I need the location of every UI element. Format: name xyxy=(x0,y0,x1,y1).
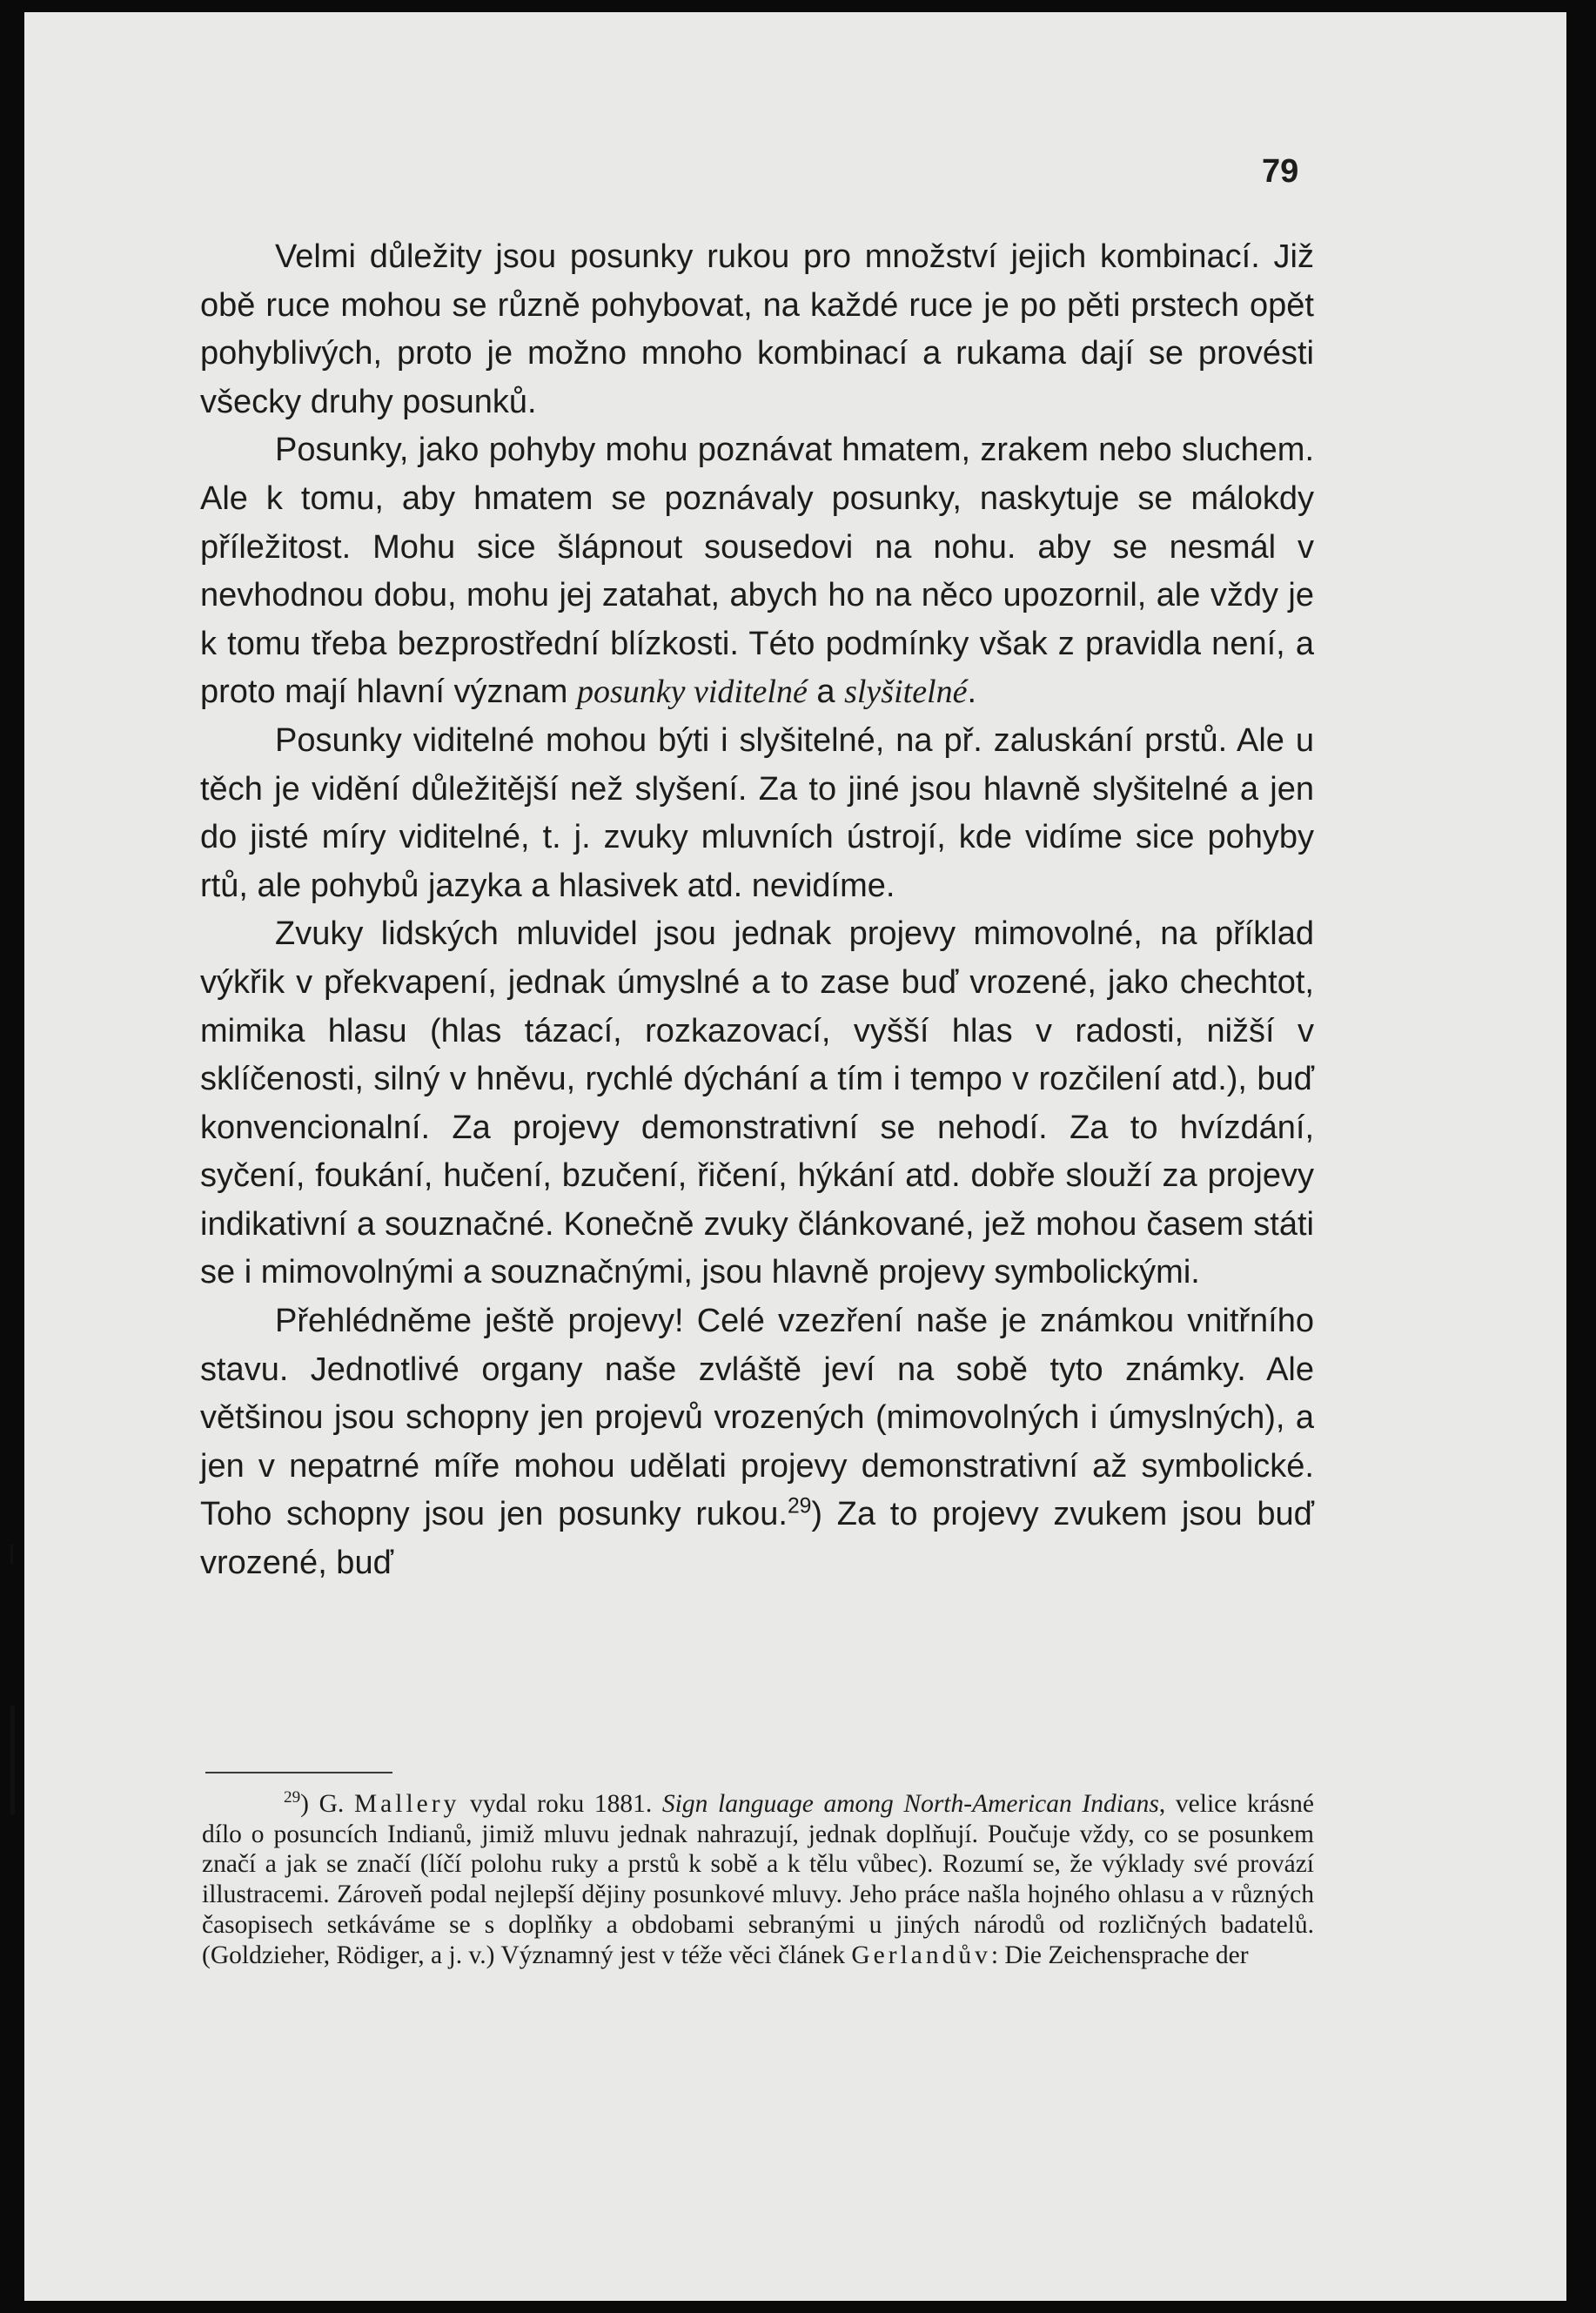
emphasis-slysitelne: slyšitelné xyxy=(844,674,968,711)
footnote-author-mallery: Mallery xyxy=(353,1790,460,1818)
body-text xyxy=(200,233,1314,1588)
footnote-book-title: Sign language among North-American Indians xyxy=(661,1790,1159,1818)
paragraph-3: Posunky viditelné mohou býti i slyšitelné, na př. zaluskání prstů. Ale u těch je vidění důležitější než slyšení. Za to jiné jsou hlavně slyšitelné a jen do jisté míry viditelné, t. j. zvuky mluvních ústrojí, kde vidíme sice pohyby rtů, ale pohybů jazyka a hlasivek atd. nevidíme. xyxy=(200,721,1314,904)
footnote-29 xyxy=(202,1789,1314,1970)
footnote-author-gerland: Gerlandův xyxy=(851,1941,991,1969)
footnote-marker-paren: ) xyxy=(300,1790,309,1818)
emphasis-posunky-viditelne: posunky viditelné xyxy=(576,674,808,711)
page-number: 79 xyxy=(1262,153,1299,190)
paragraph-2-conjunction: a xyxy=(807,674,845,711)
paragraph-5 xyxy=(200,1297,1314,1588)
binding-mark-small xyxy=(10,1545,13,1564)
footnote-text-b: , velice krásné dílo o posuncích Indianů, jimiž mluvu jednak nahrazují, jednak doplňují. Poučuje vždy, co se posunkem značí a jak se značí (líčí polohu ruky a prstů k sobě a k tělu vůbec). Rozumí se, že výklady své provází illustracemi. Zároveň podal nejlepší dějiny posunkové mluvy. Jeho práce našla hojného ohlasu a v různých časopisech setkáváme se s doplňky a obdobami sebranými u jiných národů od rozličných badatelů. (Goldzieher, Rödiger, a j. v.) Významný jest v téže věci článek xyxy=(202,1790,1314,1969)
footnote-text-c: : Die Zeichensprache der xyxy=(990,1941,1249,1969)
footnote-marker: 29 xyxy=(284,1788,301,1807)
paragraph-5-text-after: ) Za to projevy zvukem jsou buď vrozené, buď xyxy=(200,1496,1315,1582)
binding-mark-left xyxy=(10,1706,15,1814)
footnote-reference-29[interactable]: 29 xyxy=(787,1494,812,1519)
paragraph-2 xyxy=(200,426,1314,717)
footnote-text-a: vydal roku 1881. xyxy=(459,1790,662,1818)
paragraph-5-text-before: Přehlédněme ještě projevy! Celé vzezření naše je známkou vnitřního stavu. Jednotlivé organy naše zvláště jeví na sobě tyto známky. Ale většinou jsou schopny jen projevů vrozených (mimovolných i úmyslných), a jen v nepatrné míře mohou udělati projevy demonstrativní až symbolické. Toho schopny jsou jen posunky rukou. xyxy=(200,1303,1314,1533)
paragraph-1: Velmi důležity jsou posunky rukou pro množství jejich kombinací. Již obě ruce mohou se různě pohybovat, na každé ruce je po pěti prstech opět pohyblivých, proto je možno mnoho kombinací a rukama dají se provésti všecky druhy posunků. xyxy=(200,238,1314,420)
footnote-divider xyxy=(205,1772,392,1773)
paragraph-2-text-before: Posunky, jako pohyby mohu poznávat hmatem, zrakem nebo sluchem. Ale k tomu, aby hmatem se poznávaly posunky, naskytuje se málokdy příležitost. Mohu sice šlápnout sousedovi na nohu. aby se nesmál v nevhodnou dobu, mohu jej zatahat, abych ho na něco upozornil, ale vždy je k tomu třeba bezprostřední blízkosti. Této podmínky však z pravidla není, a proto mají hlavní význam xyxy=(200,432,1314,711)
footnote-author-prefix: G. xyxy=(308,1790,354,1818)
paragraph-2-text-after: . xyxy=(967,674,977,711)
paragraph-4: Zvuky lidských mluvidel jsou jednak projevy mimovolné, na příklad výkřik v překvapení, jednak úmyslné a to zase buď vrozené, jako chechtot, mimika hlasu (hlas tázací, rozkazovací, vyšší hlas v radosti, nižší v sklíčenosti, silný v hněvu, rychlé dýchání a tím i tempo v rozčilení atd.), buď konvencionalní. Za projevy demonstrativní se nehodí. Za to hvízdání, syčení, foukání, hučení, bzučení, řičení, hýkání atd. dobře slouží za projevy indikativní a souznačné. Konečně zvuky článkované, jež mohou časem státi se i mimovolnými a souznačnými, jsou hlavně projevy symbolickými. xyxy=(200,915,1314,1291)
